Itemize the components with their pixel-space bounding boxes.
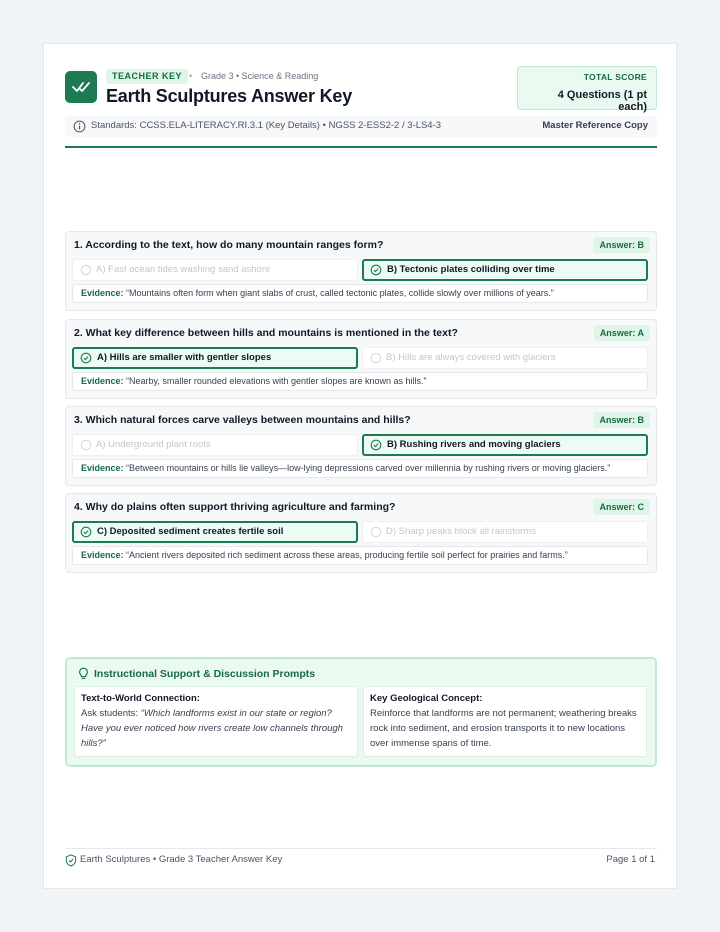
question-card xyxy=(65,406,657,486)
question-text: 4. Why do plains often support thriving agriculture and farming? xyxy=(74,501,396,513)
standards-bar xyxy=(65,116,657,137)
option-label: C) Deposited sediment creates fertile soil xyxy=(97,526,284,537)
question-text: 1. According to the text, how do many mountain ranges form? xyxy=(74,239,384,251)
page-header xyxy=(65,66,657,112)
evidence-label: Evidence: xyxy=(81,376,124,386)
ask-students-prefix: Ask students: xyxy=(81,708,139,719)
question-text: 2. What key difference between hills and mountains is mentioned in the text? xyxy=(74,327,458,339)
radio-empty-icon xyxy=(370,352,382,364)
answer-badge: Answer: A xyxy=(594,325,650,341)
footer-divider xyxy=(65,848,657,849)
radio-empty-icon xyxy=(80,264,92,276)
answer-option xyxy=(362,434,648,456)
total-score-value: 4 Questions (1 pt each) xyxy=(557,89,647,113)
evidence-quote: “Between mountains or hills lie valleys—low-lying depressions carved over millennia by rushing rivers or moving glaciers.” xyxy=(126,463,611,473)
geological-concept-card xyxy=(363,686,647,757)
check-circle-icon xyxy=(80,526,92,538)
geological-concept-heading: Key Geological Concept: xyxy=(370,693,483,704)
evidence-box xyxy=(72,284,648,303)
question-card xyxy=(65,493,657,573)
discussion-question: “Which landforms exist in our state or region? Have you ever noticed how rivers create low channels through hills?” xyxy=(81,708,343,749)
radio-empty-icon xyxy=(370,526,382,538)
total-score-box xyxy=(517,66,657,113)
text-to-world-body xyxy=(81,706,351,751)
option-label: A) Hills are smaller with gentler slopes xyxy=(97,352,272,363)
double-check-icon xyxy=(65,71,97,103)
question-text: 3. Which natural forces carve valleys between mountains and hills? xyxy=(74,414,411,426)
evidence-box xyxy=(72,372,648,391)
header-divider xyxy=(65,146,657,148)
answer-badge: Answer: B xyxy=(593,412,650,428)
evidence-quote: “Nearby, smaller rounded elevations with gentler slopes are known as hills.” xyxy=(126,376,427,386)
evidence-label: Evidence: xyxy=(81,288,124,298)
answer-badge: Answer: B xyxy=(593,237,650,253)
option-label: B) Tectonic plates colliding over time xyxy=(387,264,555,275)
evidence-box xyxy=(72,546,648,565)
geological-concept-body: Reinforce that landforms are not permanent; weathering breaks rock into sediment, and erosion transports it to new locations over immense spans of time. xyxy=(370,708,637,749)
answer-option xyxy=(72,259,358,281)
answer-key-page xyxy=(43,43,677,889)
check-circle-icon xyxy=(80,352,92,364)
standards-text: Standards: CCSS.ELA-LITERACY.RI.3.1 (Key Details) • NGSS 2-ESS2-2 / 3-LS4-3 xyxy=(91,120,442,131)
grade-subject: Grade 3 • Science & Reading xyxy=(201,71,319,81)
page-title: Earth Sculptures Answer Key xyxy=(106,86,353,106)
answer-option xyxy=(72,434,358,456)
option-label: B) Hills are always covered with glaciers xyxy=(386,352,556,363)
answer-option xyxy=(72,347,358,369)
option-label: A) Fast ocean tides washing sand ashore xyxy=(96,264,271,275)
footer-title: Earth Sculptures • Grade 3 Teacher Answer Key xyxy=(80,854,283,865)
answer-option xyxy=(362,347,648,369)
evidence-label: Evidence: xyxy=(81,550,124,560)
support-title: Instructional Support & Discussion Prompts xyxy=(94,668,316,680)
teacher-key-badge: TEACHER KEY xyxy=(106,69,188,84)
instructional-support-panel xyxy=(65,657,657,767)
page-number: Page 1 of 1 xyxy=(606,854,655,865)
lightbulb-icon xyxy=(77,667,90,681)
separator-dot: • xyxy=(189,71,193,81)
evidence-quote: “Mountains often form when giant slabs of crust, called tectonic plates, collide slowly over millions of years.” xyxy=(126,288,554,298)
shield-check-icon xyxy=(65,854,77,867)
info-icon xyxy=(73,120,86,133)
option-label: B) Rushing rivers and moving glaciers xyxy=(387,439,561,450)
question-card xyxy=(65,231,657,311)
option-label: A) Underground plant roots xyxy=(96,439,211,450)
master-reference-label: Master Reference Copy xyxy=(542,120,648,131)
answer-option xyxy=(362,259,648,281)
radio-empty-icon xyxy=(80,439,92,451)
check-circle-icon xyxy=(370,264,382,276)
question-card xyxy=(65,319,657,399)
answer-badge: Answer: C xyxy=(593,499,650,515)
evidence-quote: “Ancient rivers deposited rich sediment across these areas, producing fertile soil perfect for prairies and farms.” xyxy=(126,550,568,560)
check-circle-icon xyxy=(370,439,382,451)
text-to-world-heading: Text-to-World Connection: xyxy=(81,693,200,704)
evidence-label: Evidence: xyxy=(81,463,124,473)
answer-option xyxy=(72,521,358,543)
text-to-world-card xyxy=(74,686,358,757)
option-label: D) Sharp peaks block all rainstorms xyxy=(386,526,536,537)
total-score-label: TOTAL SCORE xyxy=(583,72,647,82)
evidence-box xyxy=(72,459,648,478)
answer-option xyxy=(362,521,648,543)
